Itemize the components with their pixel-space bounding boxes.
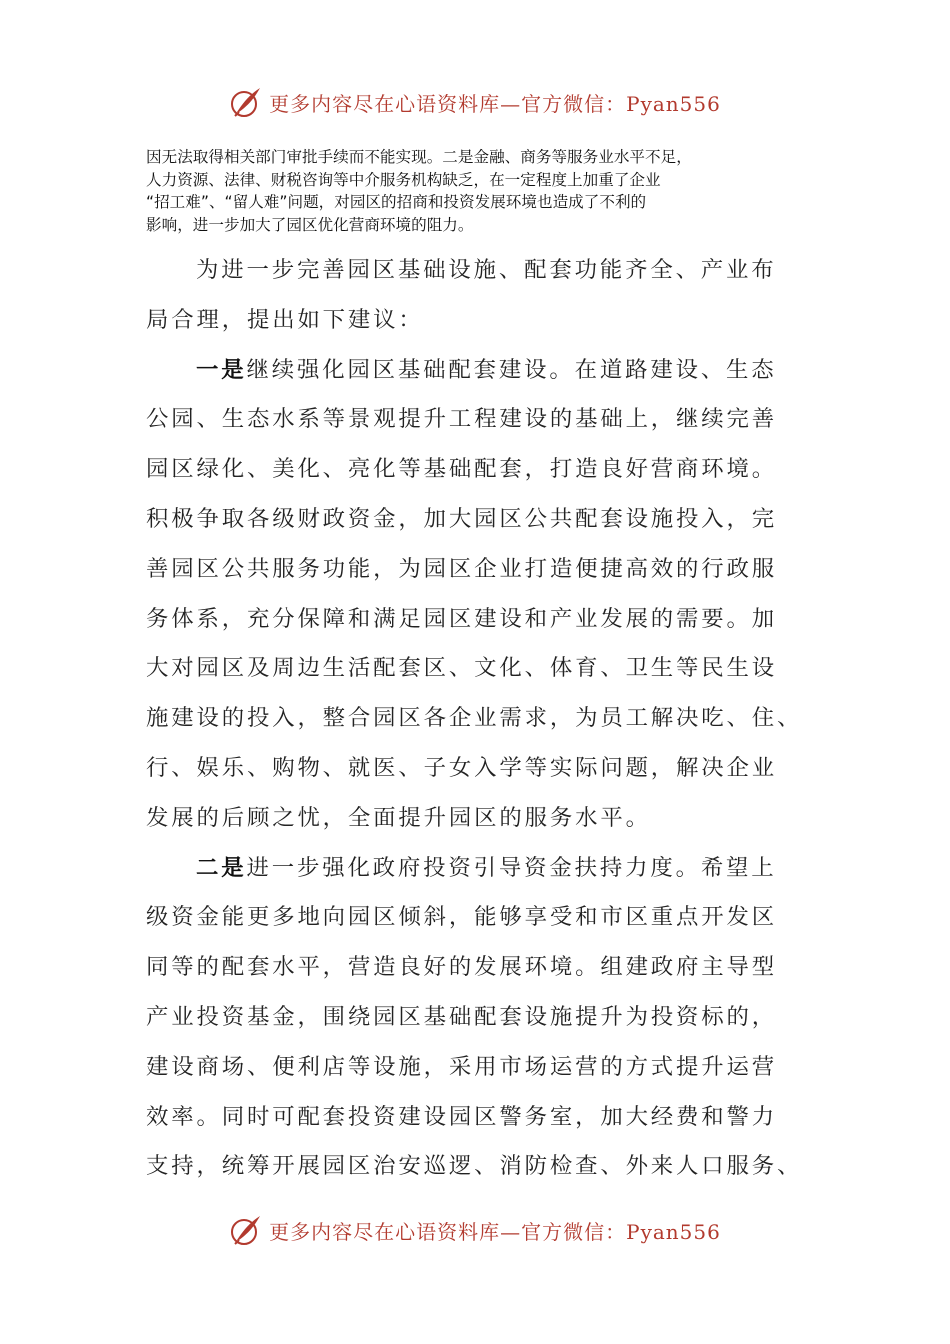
text-line: 局合理，提出如下建议：: [146, 306, 424, 333]
quill-logo-icon: [229, 85, 263, 119]
text-line: 级资金能更多地向园区倾斜，能够享受和市区重点开发区: [146, 904, 778, 931]
text-line: 行、娱乐、购物、就医、子女入学等实际问题，解决企业: [146, 754, 778, 781]
text-line: 效率。同时可配套投资建设园区警务室，加大经费和警力: [146, 1103, 778, 1130]
text-line: 积极争取各级财政资金，加大园区公共配套设施投入，完: [146, 505, 778, 532]
quill-logo-icon: [229, 1213, 263, 1247]
suggestion-2-lead: 二是: [196, 854, 247, 881]
text-line: 因无法取得相关部门审批手续而不能实现。二是金融、商务等服务业水平不足，: [146, 148, 692, 166]
footer-banner: [0, 1210, 950, 1250]
suggestion-2-first-line: [146, 844, 806, 894]
text-line: 施建设的投入，整合园区各企业需求，为员工解决吃、住、: [146, 705, 803, 732]
text-line: 公园、生态水系等景观提升工程建设的基础上，继续完善: [146, 406, 778, 433]
text-line: 园区绿化、美化、亮化等基础配套，打造良好营商环境。: [146, 456, 778, 483]
text-line: 支持，统筹开展园区治安巡逻、消防检查、外来人口服务、: [146, 1153, 803, 1180]
banner-text: 更多内容尽在心语资料库—官方微信：Pyan556: [269, 1219, 721, 1244]
text-line: 同等的配套水平，营造良好的发展环境。组建政府主导型: [146, 954, 778, 981]
continued-paragraph: [146, 146, 806, 236]
text-line: 发展的后顾之忧，全面提升园区的服务水平。: [146, 804, 651, 831]
text-line: 建设商场、便利店等设施，采用市场运营的方式提升运营: [146, 1053, 778, 1080]
text-run: 进一步强化政府投资引导资金扶持力度。希望上: [246, 854, 777, 881]
text-line: “招工难”、“留人难”问题，对园区的招商和投资发展环境也造成了不利的: [146, 193, 647, 211]
text-line: 务体系，充分保障和满足园区建设和产业发展的需要。加: [146, 605, 778, 632]
text-line: 影响，进一步加大了园区优化营商环境的阻力。: [146, 215, 474, 234]
text-line: 为进一步完善园区基础设施、配套功能齐全、产业布: [196, 257, 777, 283]
text-line: 大对园区及周边生活配套区、文化、体育、卫生等民生设: [146, 655, 778, 682]
suggestion-1-lead: 一是: [196, 356, 247, 383]
header-banner: [0, 82, 950, 122]
text-run: 继续强化园区基础配套建设。在道路建设、生态: [246, 356, 777, 383]
text-line: 人力资源、法律、财税咨询等中介服务机构缺乏，在一定程度上加重了企业: [146, 170, 661, 189]
suggestion-1-first-line: [146, 346, 806, 396]
text-line: 善园区公共服务功能，为园区企业打造便捷高效的行政服: [146, 555, 778, 582]
text-line: 产业投资基金，围绕园区基础配套设施提升为投资标的，: [146, 1003, 778, 1030]
document-body: [146, 246, 806, 1192]
banner-text: 更多内容尽在心语资料库—官方微信：Pyan556: [269, 91, 721, 116]
